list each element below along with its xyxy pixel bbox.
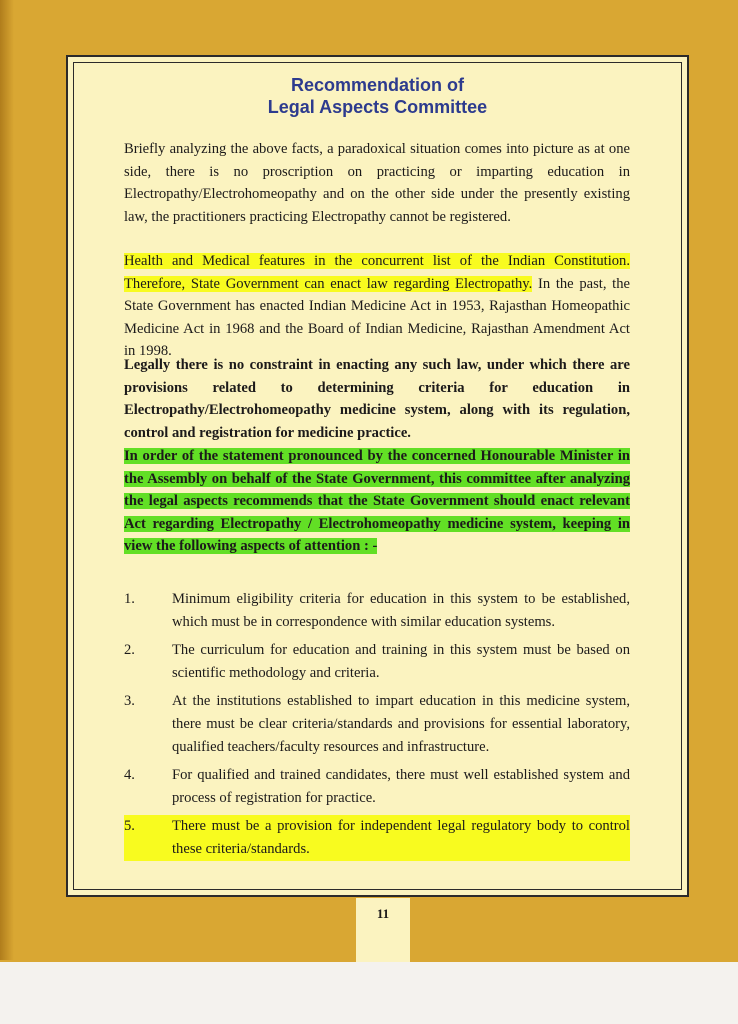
recommendation-list	[124, 588, 630, 861]
list-item-number: 1.	[124, 591, 135, 607]
list-item-text: At the institutions established to impart education in this medicine system, there must be clear criteria/standards and provisions for essential laboratory, qualified teachers/faculty resources and infrastructure.	[172, 693, 630, 755]
paragraph-2-rest: In the past, the State Government has enacted Indian Medicine Act in 1953, Rajasthan Homeopathic Medicine Act in 1968 and the Board of Indian Medicine, Rajasthan Amendment Act in 1998.	[124, 275, 630, 360]
paragraph-2-highlight: Health and Medical features in the concurrent list of the Indian Constitution. Therefore, State Government can enact law regarding Electropathy.	[124, 253, 630, 292]
list-item	[124, 690, 630, 758]
list-item-number: 4.	[124, 767, 135, 784]
list-item-text: The curriculum for education and training in this system must be based on scientific methodology and criteria.	[172, 642, 630, 681]
title-line-2: Legal Aspects Committee	[267, 97, 488, 117]
binding-edge	[0, 0, 14, 960]
title-line-1: Recommendation of	[290, 75, 464, 95]
scan-background	[0, 962, 738, 1024]
list-item-text: Minimum eligibility criteria for education in this system to be established, which must be in correspondence with similar education systems.	[172, 591, 630, 630]
list-item-text: For qualified and trained candidates, there must well established system and process of registration for practice.	[172, 767, 630, 806]
paragraph-4	[124, 445, 630, 558]
list-item-number: 5.	[124, 818, 135, 835]
list-item	[124, 764, 630, 809]
paragraph-3: Legally there is no constraint in enacting any such law, under which there are provisions related to determining criteria for education in Electropathy/Electrohomeopathy medicine system, along with its regulation, control and registration for medicine practice.	[124, 357, 630, 441]
list-item	[124, 815, 630, 860]
paragraph-1: Briefly analyzing the above facts, a paradoxical situation comes into picture as at one side, there is no proscription on practicing or imparting education in Electropathy/Electrohomeopathy and on the other side under the presently existing law, the practitioners practicing Electropathy cannot be registered.	[124, 141, 630, 225]
list-item-number: 2.	[124, 642, 135, 659]
page-title	[90, 74, 665, 118]
list-item-text: There must be a provision for independent legal regulatory body to control these criteria/standards.	[172, 818, 630, 857]
paragraph-4-highlight: In order of the statement pronounced by the concerned Honourable Minister in the Assembly on behalf of the State Government, this committee after analyzing the legal aspects recommends that the State Government should enact relevant Act regarding Electropathy / Electrohomeopathy medicine system, keeping in view the following aspects of attention : -	[124, 448, 630, 555]
page-number: 11	[376, 906, 390, 921]
list-item	[124, 588, 630, 633]
paragraph-2	[124, 250, 630, 363]
list-item-number: 3.	[124, 693, 135, 710]
list-item	[124, 639, 630, 684]
